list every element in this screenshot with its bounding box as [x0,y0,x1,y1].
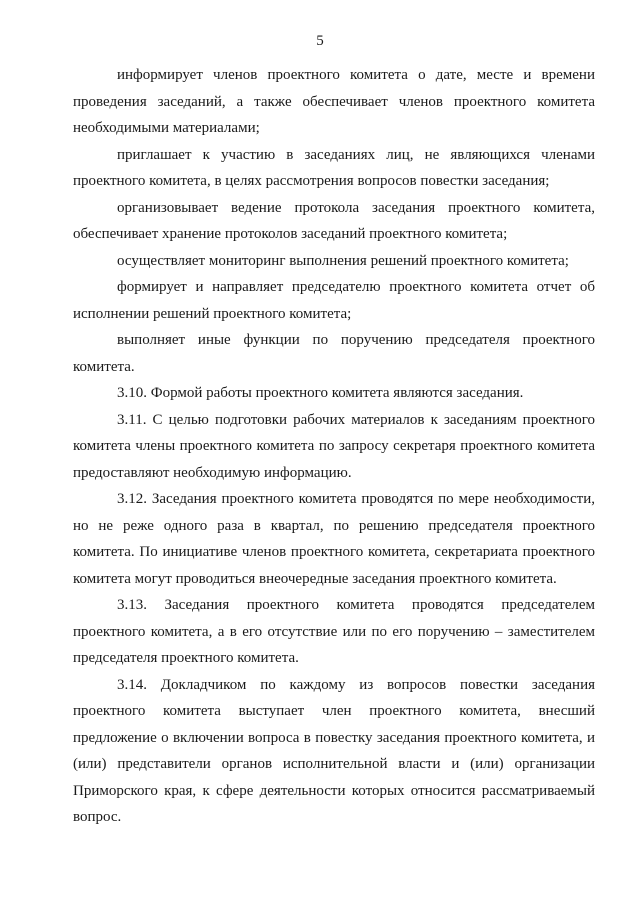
page-number: 5 [316,33,324,49]
document-body [73,62,595,831]
paragraph-3-11: 3.11. С целью подготовки рабочих материалов к заседаниям проектного комитета члены проектного комитета по запросу секретаря проектного комитета предоставляют необходимую информацию. [73,411,595,481]
paragraph-3-14: 3.14. Докладчиком по каждому из вопросов повестки заседания проектного комитета выступает член проектного комитета, внесший предложение о включении вопроса в повестку заседания проектного комитета, и (или) представители органов исполнительной власти и (или) организации Приморского края, к сфере деятельности которых относится рассматриваемый вопрос. [73,676,595,825]
paragraph-other-functions: выполняет иные функции по поручению председателя проектного комитета. [73,332,595,375]
paragraph-report: формирует и направляет председателю проектного комитета отчет об исполнении решений проектного комитета; [73,279,595,322]
paragraph-3-13: 3.13. Заседания проектного комитета проводятся председателем проектного комитета, а в его отсутствие или по его поручению – заместителем председателя проектного комитета. [73,597,595,666]
paragraph-invite-participants: приглашает к участию в заседаниях лиц, не являющихся членами проектного комитета, в целях рассмотрения вопросов повестки заседания; [73,146,595,189]
paragraph-inform-members: информирует членов проектного комитета о дате, месте и времени проведения заседаний, а также обеспечивает членов проектного комитета необходимыми материалами; [73,67,595,136]
paragraph-monitoring: осуществляет мониторинг выполнения решений проектного комитета; [117,252,569,269]
paragraph-3-10: 3.10. Формой работы проектного комитета являются заседания. [117,385,524,401]
paragraph-3-12: 3.12. Заседания проектного комитета проводятся по мере необходимости, но не реже одного раза в квартал, по решению председателя проектного комитета. По инициативе членов проектного комитета, секретариата проектного комитета могут проводиться внеочередные заседания проектного комитета. [73,491,595,587]
paragraph-organize-minutes: организовывает ведение протокола заседания проектного комитета, обеспечивает хранение протоколов заседаний проектного комитета; [73,199,595,242]
